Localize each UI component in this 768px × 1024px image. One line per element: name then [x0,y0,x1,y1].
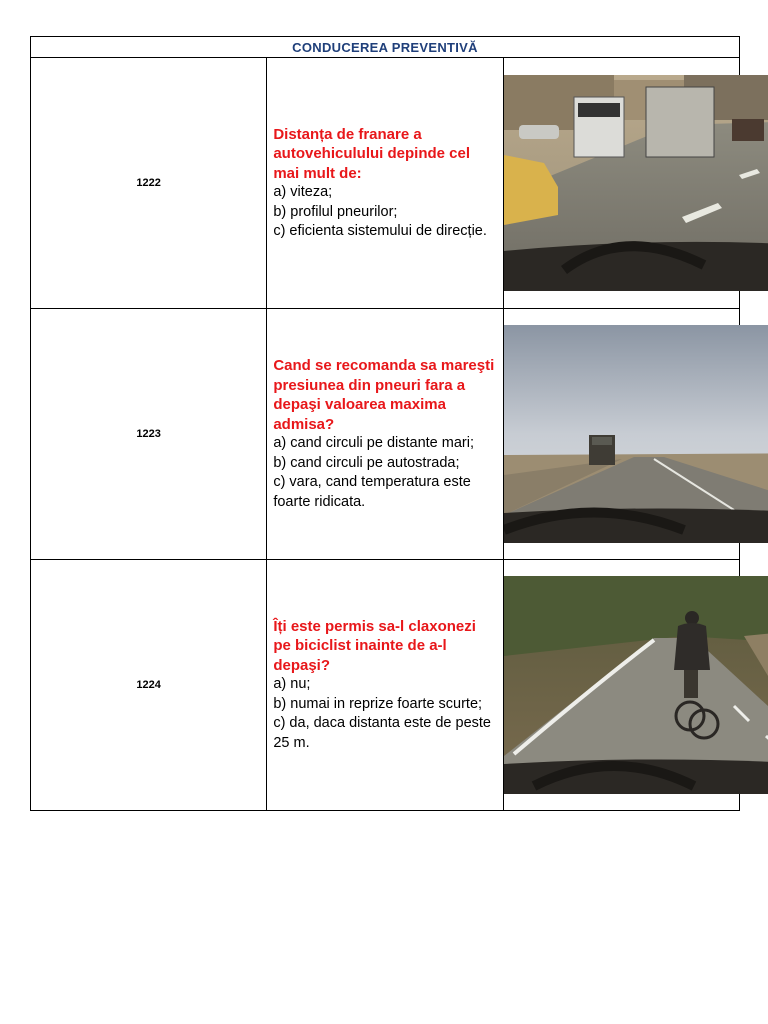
cyclist-road-photo [504,576,768,794]
answer-option: c) vara, cand temperatura este foarte ridicata. [273,474,471,510]
question-number: 1224 [31,560,267,811]
question-text: Cand se recomanda sa mareşti presiunea din pneuri fara a depaşi valoarea maxima admisa? [273,357,495,433]
question-row [31,560,740,811]
question-image-cell [503,58,739,309]
question-text-cell [267,58,503,309]
answer-option: b) profilul pneurilor; [273,203,398,220]
question-text-cell [267,309,503,560]
answer-option: c) da, daca distanta este de peste 25 m. [273,715,491,751]
highway-photo [504,325,768,543]
answer-option: a) cand circuli pe distante mari; [273,435,474,451]
question-row [31,309,740,560]
answer-option: b) numai in reprize foarte scurte; [273,695,483,712]
question-number: 1222 [31,58,267,309]
answer-option: c) eficienta sistemului de direcție. [273,223,487,239]
city-traffic-photo [504,75,768,291]
question-text: Îți este permis sa-l claxonezi pe biciclist inainte de a-l depaşi? [273,617,476,674]
question-number: 1223 [31,309,267,560]
answer-option: a) viteza; [273,184,333,200]
page-title: CONDUCEREA PREVENTIVĂ [31,37,740,58]
question-text-cell [267,560,503,811]
answer-option: a) nu; [273,676,311,693]
question-row [31,58,740,309]
question-image-cell [503,309,739,560]
questions-table [30,36,740,811]
question-image-cell [503,560,739,811]
question-text: Distanța de franare a autovehiculului depinde cel mai mult de: [273,125,471,182]
answer-option: b) cand circuli pe autostrada; [273,454,460,471]
